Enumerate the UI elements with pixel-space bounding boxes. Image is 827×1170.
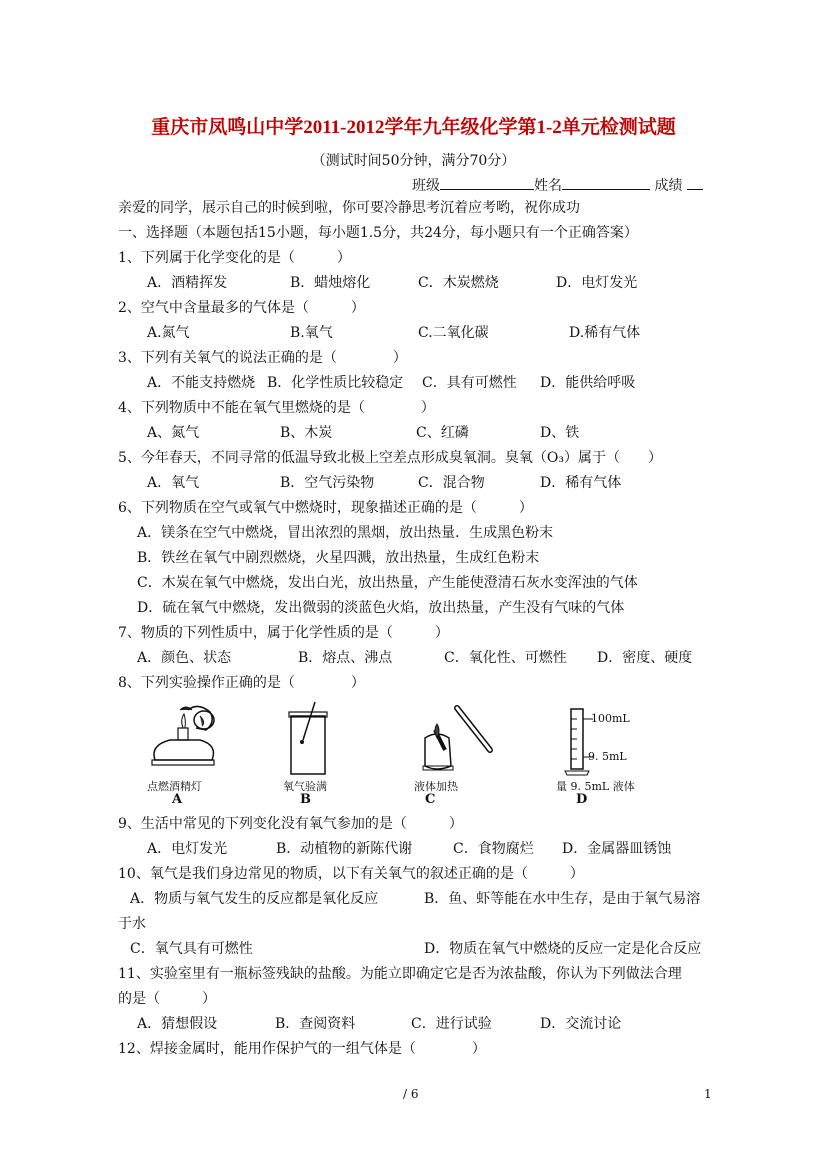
figure-caption: 量 9. 5mL 液体: [556, 780, 635, 793]
liquid-heating-figure: [415, 700, 505, 780]
figure-caption: 氧气验满: [283, 780, 327, 793]
option: C．木炭燃烧: [418, 275, 499, 291]
class-label: 班级: [412, 178, 440, 194]
option: B．空气污染物: [280, 475, 375, 491]
option: D．交流讨论: [540, 1016, 622, 1032]
question-stem: 8、下列实验操作正确的是（ ）: [118, 675, 365, 691]
option: C．木炭在氧气中燃烧，发出白光，放出热量，产生能使澄清石灰水变浑浊的气体: [137, 575, 638, 591]
option: C．食物腐烂: [453, 841, 534, 857]
figure-letter: B: [300, 792, 311, 807]
option: D．物质在氧气中燃烧的反应一定是化合反应: [424, 941, 702, 957]
option: A．猜想假设: [137, 1016, 218, 1032]
page-title: 重庆市凤鸣山中学2011-2012学年九年级化学第1-2单元检测试题: [151, 117, 676, 138]
option: D、铁: [540, 425, 580, 441]
option: A．颜色、状态: [137, 650, 232, 666]
figure-caption: 液体加热: [414, 780, 458, 793]
student-info-line: [412, 175, 703, 195]
option: C．进行试验: [411, 1016, 492, 1032]
gas-jar-figure: [285, 700, 335, 780]
question-stem: 11、实验室里有一瓶标签残缺的盐酸。为能立即确定它是否为浓盐酸，你认为下列做法合理: [118, 966, 682, 982]
cylinder-mark-top: 100mL: [591, 712, 630, 725]
question-stem: 2、空气中含量最多的气体是（ ）: [118, 300, 365, 316]
figure-letter: C: [425, 792, 436, 807]
option: B．动植物的新陈代谢: [276, 841, 413, 857]
question-stem: 4、下列物质中不能在氧气里燃烧的是（ ）: [118, 400, 435, 416]
option: B．蜡烛熔化: [290, 275, 371, 291]
page-indicator: / 6: [403, 1087, 419, 1101]
option: C．混合物: [418, 475, 485, 491]
name-label: 姓名: [534, 178, 562, 194]
option: A．氧气: [147, 475, 200, 491]
figure-letter: D: [576, 792, 588, 807]
question-stem: 12、焊接金属时，能用作保护气的一组气体是（ ）: [118, 1041, 486, 1057]
question-stem: 5、今年春天，不同寻常的低温导致北极上空差点形成臭氧洞。臭氧（O₃）属于（ ）: [118, 450, 662, 466]
option: A.氮气: [147, 325, 190, 341]
option: D.稀有气体: [569, 325, 641, 341]
option: B．查阅资料: [275, 1016, 356, 1032]
figure-letter: A: [172, 792, 183, 807]
question-stem: 10、氧气是我们身边常见的物质，以下有关氧气的叙述正确的是（ ）: [118, 866, 584, 882]
option: B．化学性质比较稳定: [267, 375, 404, 391]
option: A．物质与氧气发生的反应都是氧化反应: [130, 891, 379, 907]
score-field[interactable]: [687, 175, 703, 190]
option: C.二氧化碳: [418, 325, 489, 341]
alcohol-lamp-figure: [140, 700, 240, 780]
option: D．密度、硬度: [597, 650, 693, 666]
score-label: 成绩: [654, 178, 683, 194]
option: A．酒精挥发: [147, 275, 228, 291]
page-number: 1: [704, 1087, 712, 1101]
test-info: （测试时间50分钟，满分70分）: [311, 153, 516, 169]
option: B.氧气: [290, 325, 333, 341]
intro-text: 亲爱的同学，展示自己的时候到啦，你可要冷静思考沉着应考哟，祝你成功: [118, 200, 580, 216]
cylinder-mark-level: 9. 5mL: [588, 750, 627, 763]
question-stem: 9、生活中常见的下列变化没有氧气参加的是（ ）: [118, 816, 463, 832]
class-field[interactable]: [440, 175, 534, 190]
question-stem: 3、下列有关氧气的说法正确的是（ ）: [118, 350, 407, 366]
name-field[interactable]: [562, 175, 650, 190]
question-stem: 6、下列物质在空气或氧气中燃烧时，现象描述正确的是（ ）: [118, 500, 533, 516]
question-stem: 1、下列属于化学变化的是（ ）: [118, 250, 351, 266]
option: D．金属器皿锈蚀: [562, 841, 672, 857]
option: A．镁条在空气中燃烧，冒出浓烈的黑烟，放出热量．生成黑色粉末: [137, 525, 554, 541]
option: C．氧气具有可燃性: [130, 941, 253, 957]
option: C、红磷: [416, 425, 469, 441]
question-stem: 7、物质的下列性质中，属于化学性质的是（ ）: [118, 625, 449, 641]
option: A．电灯发光: [147, 841, 228, 857]
option: A、氮气: [147, 425, 200, 441]
option-continuation: 于水: [118, 916, 146, 932]
option: D．硫在氧气中燃烧，发出微弱的淡蓝色火焰，放出热量，产生没有气味的气体: [137, 600, 625, 616]
option: B．铁丝在氧气中剧烈燃烧，火星四溅，放出热量，生成红色粉末: [137, 550, 540, 566]
option: C．具有可燃性: [422, 375, 517, 391]
figure-caption: 点燃酒精灯: [147, 780, 202, 793]
option: D．能供给呼吸: [540, 375, 636, 391]
option: C．氧化性、可燃性: [444, 650, 567, 666]
option: B、木炭: [280, 425, 333, 441]
option: B．熔点、沸点: [298, 650, 393, 666]
question-stem-continuation: 的是（ ）: [118, 991, 216, 1007]
option: A．不能支持燃烧: [147, 375, 256, 391]
option: B．鱼、虾等能在水中生存，是由于氧气易溶: [424, 891, 701, 907]
option: D．电灯发光: [556, 275, 638, 291]
section-heading: 一、选择题（本题包括15小题，每小题1.5分，共24分，每小题只有一个正确答案）: [118, 225, 638, 241]
option: D．稀有气体: [540, 475, 622, 491]
